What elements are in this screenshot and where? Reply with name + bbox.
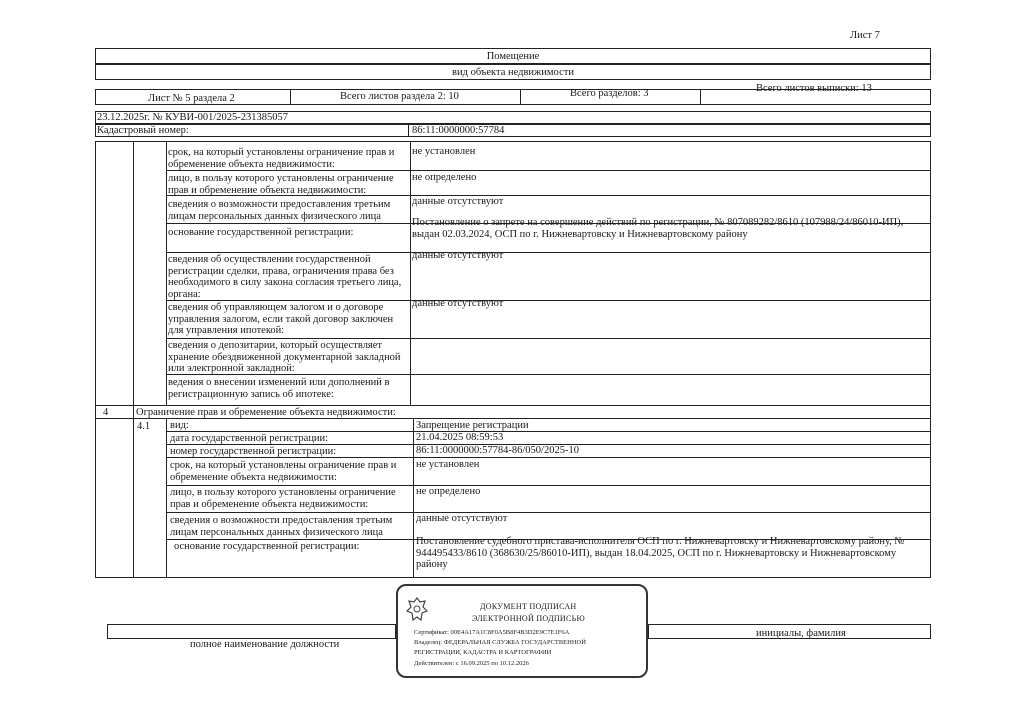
electronic-signature-stamp	[396, 584, 648, 678]
upper-row-label: сведения об осуществлении государственной регистрации сделки, права, ограничения права без необходимого в силу закона согласия третьего лица, органа:	[168, 254, 402, 300]
upper-row-label: сведения о возможности предоставления третьим лицам персональных данных физического лица	[168, 199, 391, 222]
section-row-value: не установлен	[416, 459, 480, 470]
upper-row-label: основание государственной регистрации:	[168, 227, 354, 238]
upper-row-value: данные отсутствуют	[412, 250, 504, 261]
row-line	[166, 252, 931, 253]
divider	[520, 89, 521, 105]
divider	[408, 124, 409, 137]
stamp-owner: Владелец: ФЕДЕРАЛЬНАЯ СЛУЖБА ГОСУДАРСТВЕННОЙ	[414, 639, 586, 646]
upper-row-value: не установлен	[412, 146, 476, 157]
section-row-value: данные отсутствуют	[416, 513, 508, 524]
row-line	[166, 170, 931, 171]
extract-date-number: 23.12.2025г. № КУВИ-001/2025-231385057	[97, 112, 288, 123]
stamp-certificate: Сертификат: 00E4A17A1C8F0A5B8F4B3D2E9C7E1F6A	[414, 629, 570, 636]
upper-row-label: сведения об управляющем залогом и о договоре управления залогом, если такой договор заключен для управления ипотекой:	[168, 302, 394, 336]
col-divider-value-lower	[413, 418, 414, 578]
upper-row-value: данные отсутствуют	[412, 196, 504, 207]
section-row-value: не определено	[416, 486, 481, 497]
stamp-owner-line2: РЕГИСТРАЦИИ, КАДАСТРА И КАРТОГРАФИИ	[414, 649, 552, 656]
section-row-value: Запрещение регистрации	[416, 420, 529, 431]
row-line	[166, 431, 931, 432]
col-divider-subnumber	[166, 141, 167, 405]
upper-row-label: сведения о депозитарии, который осуществляет хранение обездвиженной документарной закладной или электронной закладной:	[168, 340, 401, 374]
section-row-value: Постановление судебного пристава-исполнителя ОСП по г. Нижневартовску и Нижневартовскому району, № 944495433/8610 (368630/25/86010-ИП), выдан 18.04.2025, ОСП по г. Нижневартовску и Нижневартовскому району	[416, 536, 905, 570]
section-title: Ограничение прав и обременение объекта недвижимости:	[136, 407, 396, 418]
section-row-value: 21.04.2025 08:59:53	[416, 432, 504, 443]
upper-row-label: срок, на который установлены ограничение прав и обременение объекта недвижимости:	[168, 147, 395, 170]
section-row-label: сведения о возможности предоставления третьим лицам персональных данных физического лица	[170, 515, 393, 538]
cadastral-label: Кадастровый номер:	[97, 125, 189, 136]
upper-row-label: лицо, в пользу которого установлены ограничение прав и обременение объекта недвижимости:	[168, 173, 394, 196]
sheet-number: Лист 7	[850, 30, 880, 41]
stamp-validity: Действителен: с 16.09.2025 по 10.12.2026	[414, 660, 529, 667]
row-line	[95, 405, 931, 406]
section-row-label: дата государственной регистрации:	[170, 433, 329, 444]
section-row-label: лицо, в пользу которого установлены ограничение прав и обременение объекта недвижимости:	[170, 487, 396, 510]
row-line	[166, 457, 931, 458]
footer-signature-row	[107, 624, 396, 638]
total-sheets: Всего листов выписки: 13	[756, 83, 872, 94]
row-line	[166, 338, 931, 339]
col-divider-value	[410, 141, 411, 405]
total-sections: Всего разделов: 3	[570, 88, 649, 99]
divider	[290, 89, 291, 105]
name-label: инициалы, фамилия	[756, 628, 846, 639]
col-divider-subnumber-lower	[166, 418, 167, 578]
object-type-label: вид объекта недвижимости	[452, 67, 574, 78]
upper-row-value: данные отсутствуют	[412, 298, 504, 309]
row-line	[166, 300, 931, 301]
row-line	[166, 485, 931, 486]
upper-row-label: ведения о внесении изменений или дополнений в регистрационную запись об ипотеке:	[168, 377, 390, 400]
premises-title: Помещение	[486, 51, 540, 62]
stamp-subtitle: ЭЛЕКТРОННОЙ ПОДПИСЬЮ	[472, 614, 586, 623]
section-sheets: Всего листов раздела 2: 10	[340, 91, 459, 102]
section-row-value: 86:11:0000000:57784-86/050/2025-10	[416, 445, 579, 456]
emblem-icon	[406, 596, 428, 624]
cadastral-number: 86:11:0000000:57784	[412, 125, 505, 136]
cadastral-row	[95, 124, 931, 137]
section-row-label: вид:	[170, 420, 189, 431]
section-row-label: основание государственной регистрации:	[174, 541, 360, 552]
section-row-label: срок, на который установлены ограничение прав и обременение объекта недвижимости:	[170, 460, 397, 483]
divider	[700, 89, 701, 105]
stamp-title: ДОКУМЕНТ ПОДПИСАН	[480, 602, 577, 611]
subsection-number: 4.1	[137, 421, 151, 432]
row-line	[95, 418, 931, 419]
position-label: полное наименование должности	[190, 639, 340, 650]
upper-row-value: Постановление о запрете на совершение действий по регистрации, № 807089282/8610 (107988/24/86010-ИП), выдан 02.03.2024, ОСП по г. Нижневартовску и Нижневартовскому району	[412, 217, 904, 240]
section-row-label: номер государственной регистрации:	[170, 446, 337, 457]
col-divider-number	[133, 141, 134, 578]
upper-row-value: не определено	[412, 172, 477, 183]
row-line	[166, 512, 931, 513]
section-number: 4	[103, 407, 109, 418]
sheet-of-section: Лист № 5 раздела 2	[148, 93, 235, 104]
